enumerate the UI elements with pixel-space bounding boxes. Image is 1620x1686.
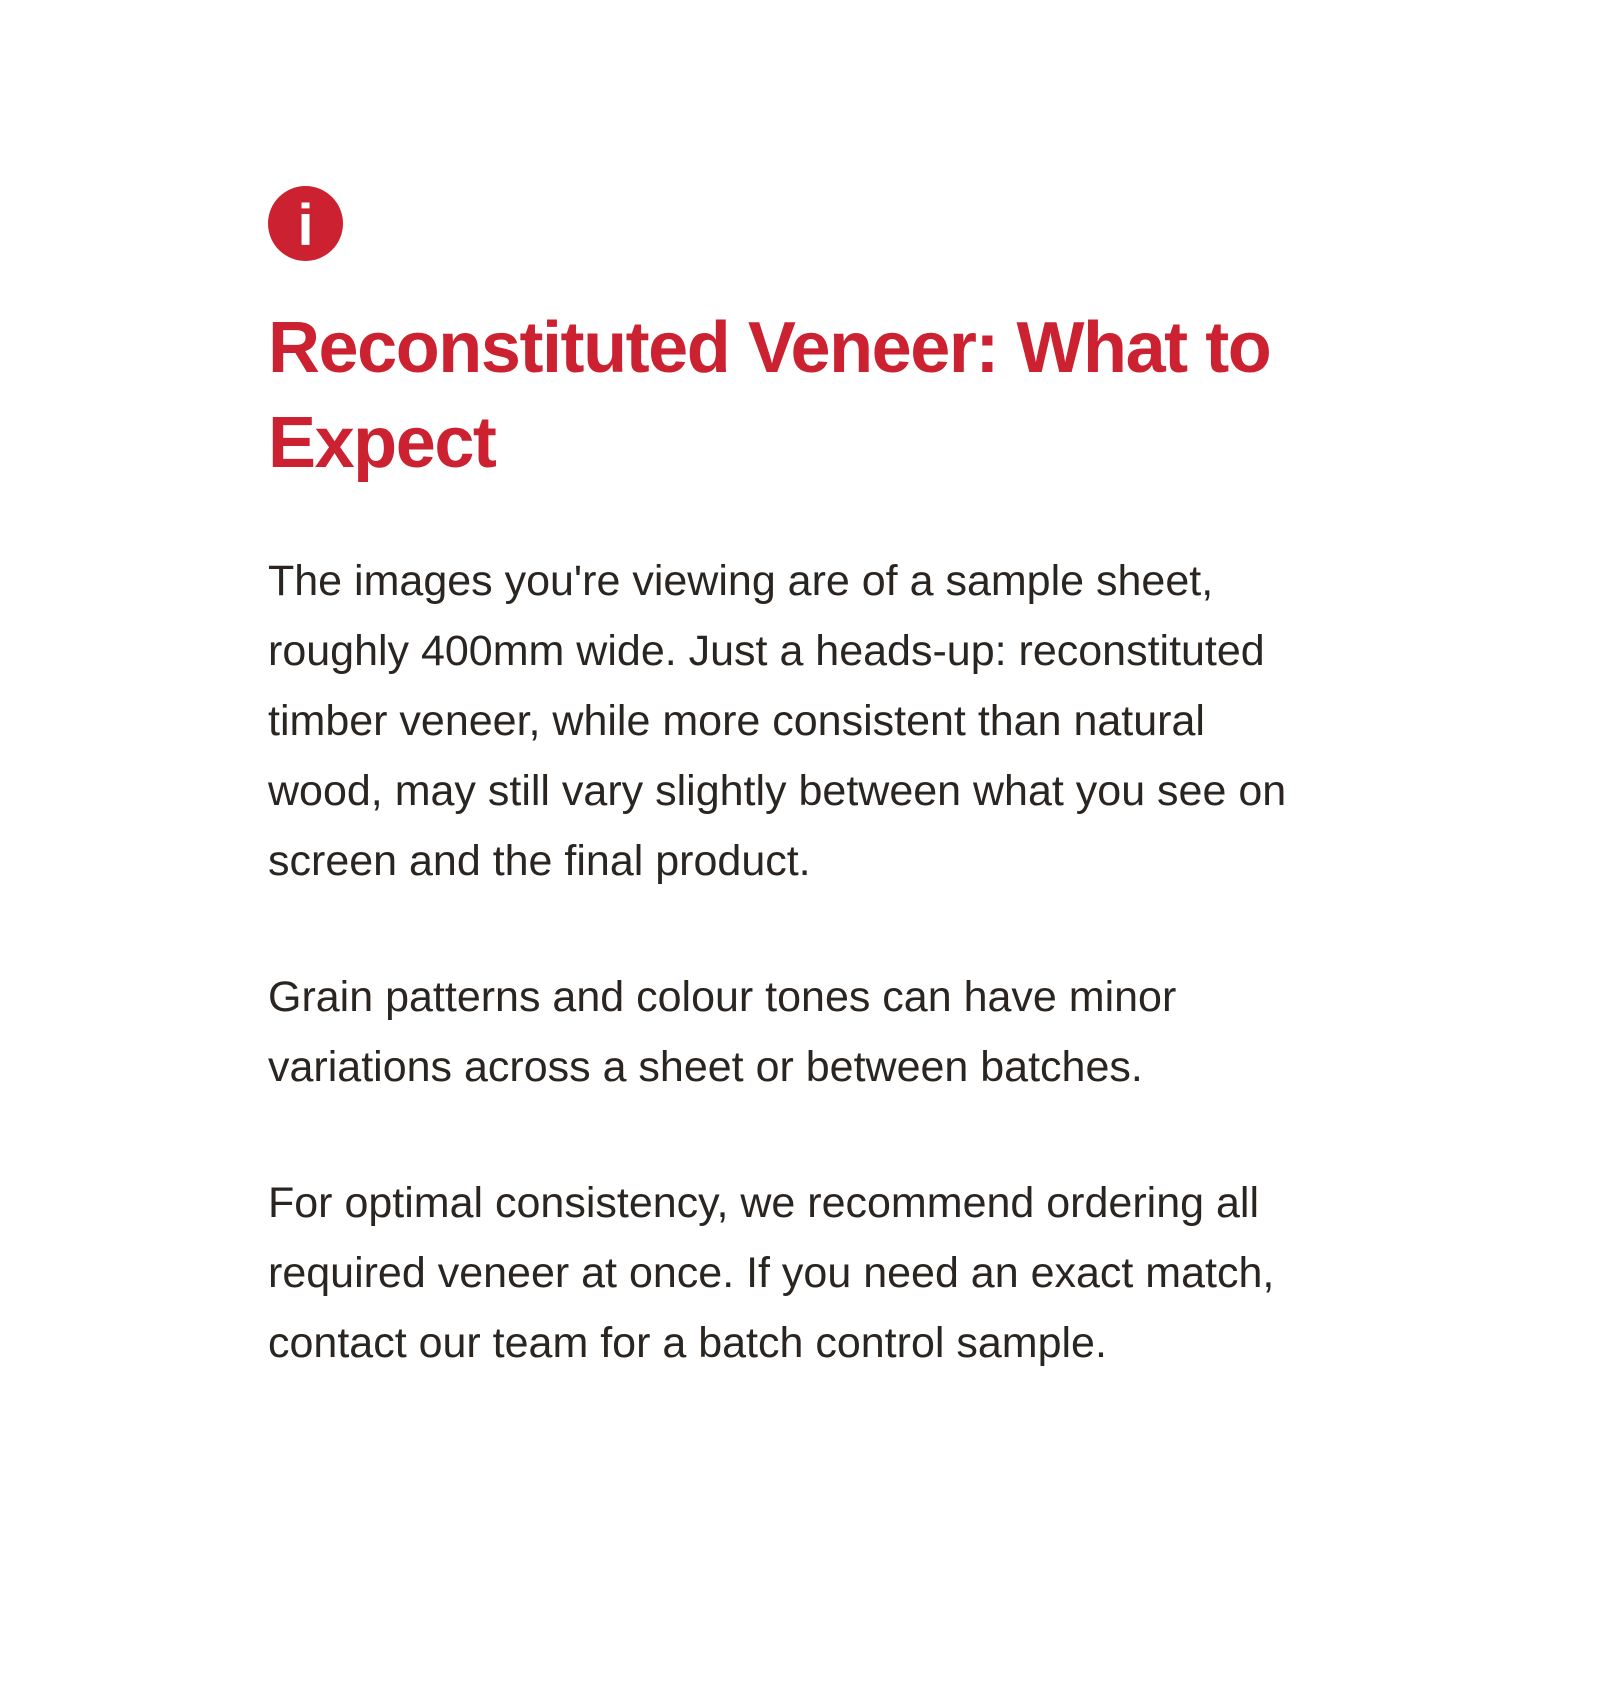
page-title-line: Reconstituted Veneer: What to — [268, 308, 1271, 388]
info-icon — [268, 186, 343, 261]
text-line: variations across a sheet or between batches. — [268, 1043, 1143, 1091]
text-line: required veneer at once. If you need an exact match, — [268, 1249, 1275, 1297]
page-title-line: Expect — [268, 403, 496, 483]
text-line: timber veneer, while more consistent than natural — [268, 697, 1205, 745]
info-panel — [268, 186, 1348, 1378]
paragraph-sample-sheet — [268, 546, 1348, 896]
info-icon-glyph: i — [297, 193, 314, 258]
text-line: wood, may still vary slightly between what you see on — [268, 767, 1287, 815]
paragraph-grain-variation — [268, 962, 1348, 1102]
text-line: Grain patterns and colour tones can have minor — [268, 973, 1177, 1021]
page-title — [268, 301, 1348, 491]
text-line: For optimal consistency, we recommend ordering all — [268, 1179, 1259, 1227]
text-line: screen and the final product. — [268, 837, 811, 885]
text-line: The images you're viewing are of a sample sheet, — [268, 557, 1214, 605]
paragraph-ordering-advice — [268, 1168, 1348, 1378]
text-line: roughly 400mm wide. Just a heads-up: reconstituted — [268, 627, 1265, 675]
text-line: contact our team for a batch control sample. — [268, 1319, 1107, 1367]
